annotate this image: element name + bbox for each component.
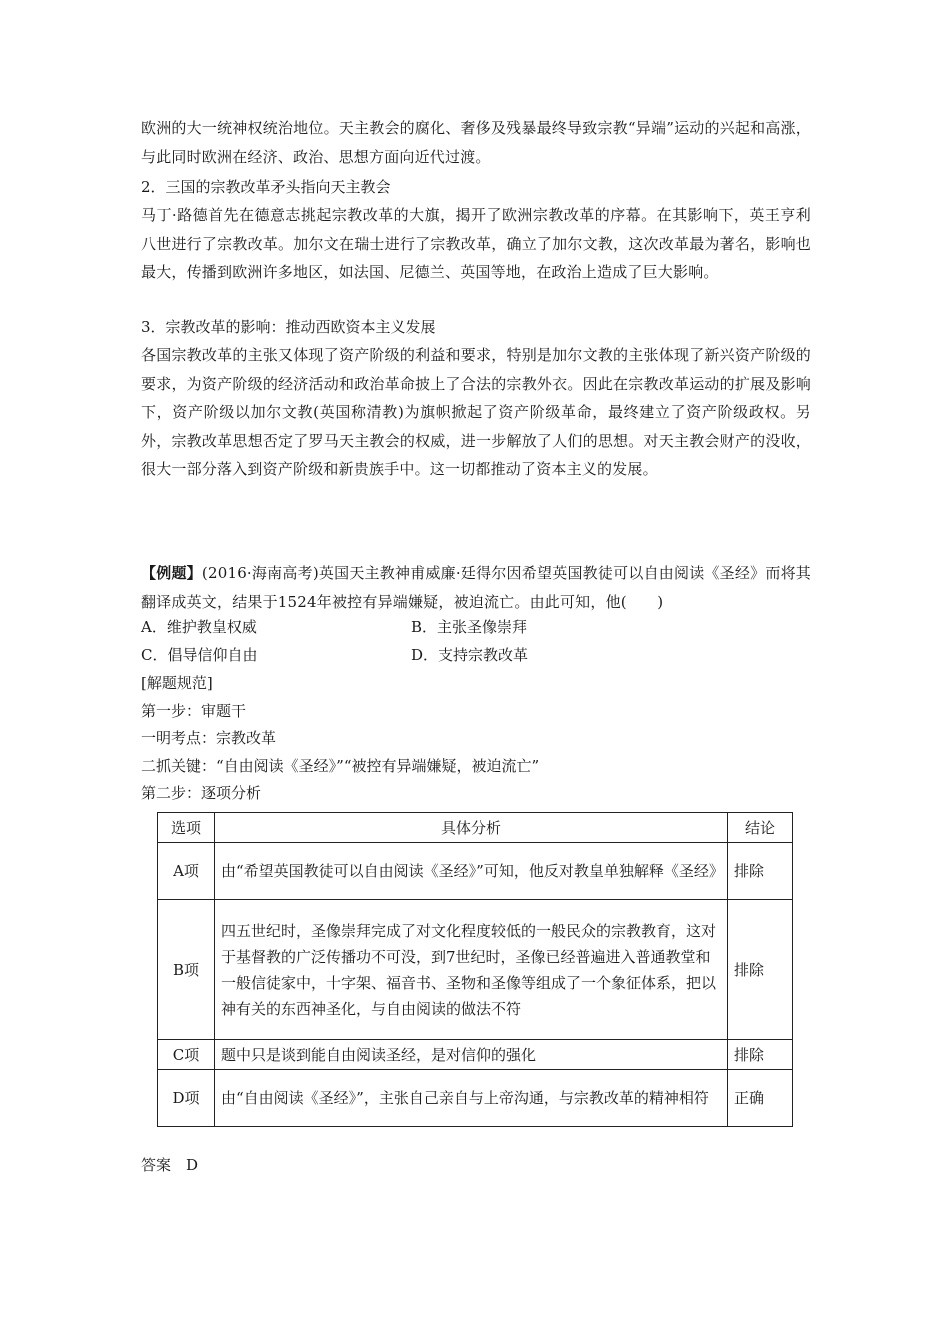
row-result: 排除 <box>728 1040 793 1070</box>
table-header-row <box>158 813 793 843</box>
row-result: 排除 <box>728 900 793 1040</box>
option-d: D．支持宗教改革 <box>411 645 529 664</box>
option-a: A．维护教皇权威 <box>141 618 257 636</box>
option-b: B．主张圣像崇拜 <box>411 618 528 636</box>
point-3-title: 3．宗教改革的影响：推动西欧资本主义发展 <box>141 318 436 336</box>
table-row <box>158 843 793 900</box>
header-option: 选项 <box>158 813 215 843</box>
analysis-table <box>157 812 793 1127</box>
table-row <box>158 900 793 1040</box>
example-label: 【例题】 <box>141 564 202 582</box>
header-result: 结论 <box>728 813 793 843</box>
step-1: 第一步：审题干 <box>141 701 247 720</box>
row-analysis: 四五世纪时，圣像崇拜完成了对文化程度较低的一般民众的宗教教育，这对于基督教的广泛传播功不可没，到7世纪时，圣像已经普遍进入普通教堂和一般信徒家中，十字架、福音书、圣物和圣像等组成了一个象征体系，把以神有关的东西神圣化，与自由阅读的做法不符 <box>215 900 728 1040</box>
point-2-title: 2．三国的宗教改革矛头指向天主教会 <box>141 178 391 196</box>
point-3-body: 各国宗教改革的主张又体现了资产阶级的利益和要求，特别是加尔文教的主张体现了新兴资产阶级的要求，为资产阶级的经济活动和政治革命披上了合法的宗教外衣。因此在宗教改革运动的扩展及影响下，资产阶级以加尔文教(英国称清教)为旗帜掀起了资产阶级革命，最终建立了资产阶级政权。另外，宗教改革思想否定了罗马天主教会的权威，进一步解放了人们的思想。对天主教会财产的没收，很大一部分落入到资产阶级和新贵族手中。这一切都推动了资本主义的发展。 <box>141 346 811 478</box>
row-analysis: 题中只是谈到能自由阅读圣经，是对信仰的强化 <box>215 1040 728 1070</box>
step-1-point-2: 二抓关键：“自由阅读《圣经》”“被控有异端嫌疑，被迫流亡” <box>141 756 540 775</box>
example-options <box>141 614 811 669</box>
row-option: D项 <box>158 1070 215 1127</box>
row-analysis: 由“自由阅读《圣经》”，主张自己亲自与上帝沟通，与宗教改革的精神相符 <box>215 1070 728 1127</box>
step-2: 第二步：逐项分析 <box>141 784 262 802</box>
option-c: C．倡导信仰自由 <box>141 645 258 664</box>
point-2-body: 马丁·路德首先在德意志挑起宗教改革的大旗，揭开了欧洲宗教改革的序幕。在其影响下，英王亨利八世进行了宗教改革。加尔文在瑞士进行了宗教改革，确立了加尔文教，这次改革最为著名，影响也最大，传播到欧洲许多地区，如法国、尼德兰、英国等地，在政治上造成了巨大影响。 <box>141 206 811 281</box>
solution-section <box>141 670 811 808</box>
row-result: 正确 <box>728 1070 793 1127</box>
header-analysis: 具体分析 <box>215 813 728 843</box>
intro-text: 欧洲的大一统神权统治地位。天主教会的腐化、奢侈及残暴最终导致宗教“异端”运动的兴起和高涨，与此同时欧洲在经济、政治、思想方面向近代过渡。 <box>141 119 811 166</box>
example-question <box>141 559 811 616</box>
row-option: C项 <box>158 1040 215 1070</box>
answer: 答案 D <box>141 1156 199 1174</box>
intro-paragraph <box>141 114 811 171</box>
row-analysis: 由“希望英国教徒可以自由阅读《圣经》”可知，他反对教皇单独解释《圣经》 <box>215 843 728 900</box>
table-row <box>158 1040 793 1070</box>
example-stem: (2016·海南高考)英国天主教神甫威廉·廷得尔因希望英国教徒可以自由阅读《圣经》而将其翻译成英文，结果于1524年被控有异端嫌疑，被迫流亡。由此可知，他( ) <box>141 564 812 611</box>
row-option: A项 <box>158 843 215 900</box>
step-1-point-1: 一明考点：宗教改革 <box>141 729 277 747</box>
row-option: B项 <box>158 900 215 1040</box>
row-result: 排除 <box>728 843 793 900</box>
table-row <box>158 1070 793 1127</box>
solution-heading: [解题规范] <box>141 674 213 692</box>
